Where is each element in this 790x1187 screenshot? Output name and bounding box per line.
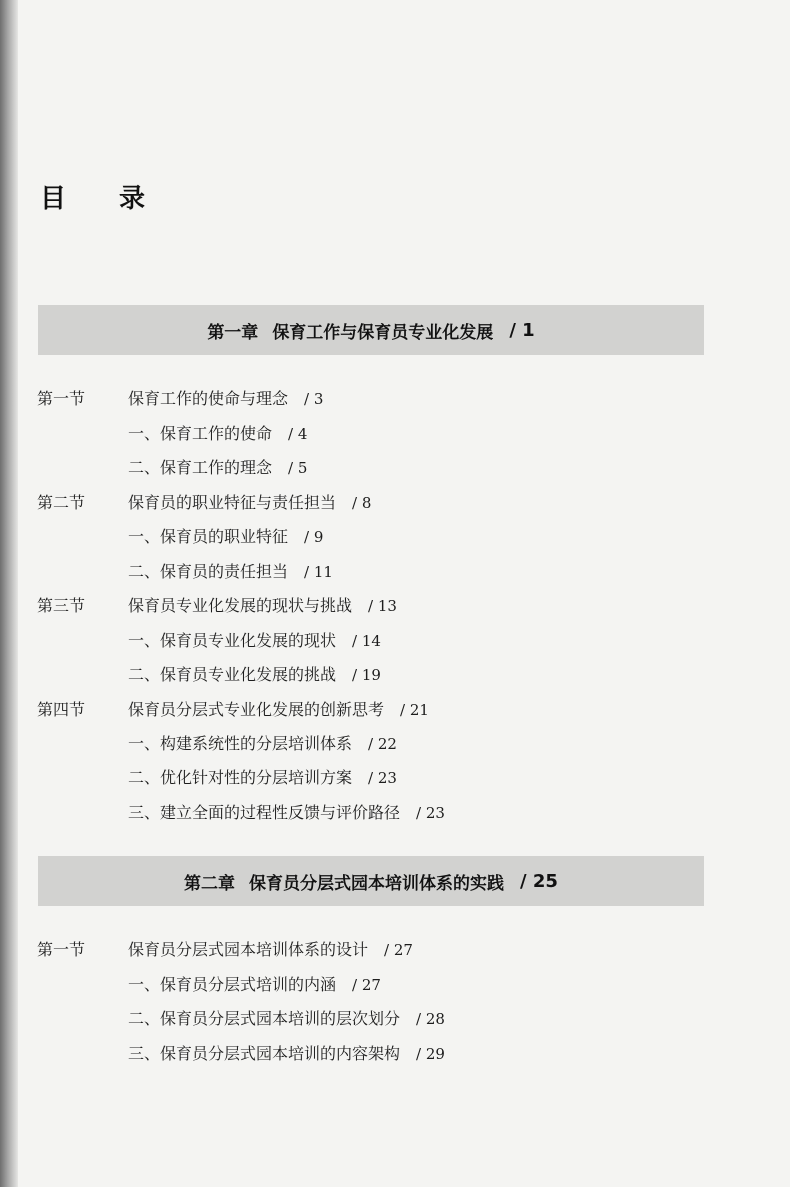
- toc-item[interactable]: [128, 527, 323, 547]
- page-number: / 4: [288, 425, 308, 443]
- page-number: / 27: [384, 941, 413, 959]
- page-number: / 11: [304, 563, 333, 581]
- toc-item[interactable]: [128, 1044, 445, 1064]
- section-label: 第一节: [37, 940, 86, 959]
- item-title: 三、保育员分层式园本培训的内容架构: [128, 1044, 401, 1063]
- toc-section-1-2[interactable]: [128, 493, 371, 513]
- toc-item[interactable]: [128, 734, 397, 754]
- chapter-number: 第一章: [207, 322, 259, 343]
- chapter-1-header[interactable]: [38, 305, 704, 355]
- page-binding-shadow: [0, 0, 18, 1187]
- toc-section-1-3[interactable]: [128, 596, 397, 616]
- section-label: 第三节: [37, 596, 86, 615]
- page-number: / 3: [304, 390, 324, 408]
- page-number: / 22: [368, 735, 397, 753]
- item-title: 二、优化针对性的分层培训方案: [128, 768, 353, 787]
- toc-item[interactable]: [128, 665, 381, 685]
- page-number: / 27: [352, 976, 381, 994]
- toc-item[interactable]: [128, 631, 381, 651]
- chapter-page: / 25: [520, 870, 558, 892]
- page-number: / 14: [352, 632, 381, 650]
- page-number: / 13: [368, 597, 397, 615]
- toc-item[interactable]: [128, 1009, 445, 1029]
- chapter-title: 保育工作与保育员专业化发展: [272, 322, 494, 343]
- toc-section-2-1[interactable]: [128, 940, 413, 960]
- chapter-title: 保育员分层式园本培训体系的实践: [249, 873, 505, 894]
- section-label: 第二节: [37, 493, 86, 512]
- toc-section-1-1[interactable]: [128, 389, 323, 409]
- section-label: 第四节: [37, 700, 86, 719]
- section-title: 保育工作的使命与理念: [128, 389, 289, 408]
- page-number: / 23: [416, 804, 445, 822]
- chapter-2-header[interactable]: [38, 856, 704, 906]
- item-title: 一、保育员分层式培训的内涵: [128, 975, 337, 994]
- toc-item[interactable]: [128, 768, 397, 788]
- page-number: / 8: [352, 494, 372, 512]
- item-title: 二、保育员分层式园本培训的层次划分: [128, 1009, 401, 1028]
- item-title: 一、保育工作的使命: [128, 424, 273, 443]
- section-title: 保育员的职业特征与责任担当: [128, 493, 337, 512]
- toc-section-1-4[interactable]: [128, 700, 429, 720]
- item-title: 二、保育员专业化发展的挑战: [128, 665, 337, 684]
- toc-item[interactable]: [128, 562, 333, 582]
- page-number: / 28: [416, 1010, 445, 1028]
- page-number: / 5: [288, 459, 308, 477]
- section-label: 第一节: [37, 389, 86, 408]
- item-title: 三、建立全面的过程性反馈与评价路径: [128, 803, 401, 822]
- page-title: 目 录: [40, 184, 168, 214]
- item-title: 二、保育工作的理念: [128, 458, 273, 477]
- item-title: 二、保育员的责任担当: [128, 562, 289, 581]
- chapter-page: / 1: [509, 319, 535, 341]
- page-number: / 29: [416, 1045, 445, 1063]
- toc-item[interactable]: [128, 424, 307, 444]
- item-title: 一、保育员的职业特征: [128, 527, 289, 546]
- item-title: 一、构建系统性的分层培训体系: [128, 734, 353, 753]
- item-title: 一、保育员专业化发展的现状: [128, 631, 337, 650]
- chapter-number: 第二章: [184, 873, 236, 894]
- section-title: 保育员专业化发展的现状与挑战: [128, 596, 353, 615]
- toc-item[interactable]: [128, 975, 381, 995]
- section-title: 保育员分层式园本培训体系的设计: [128, 940, 369, 959]
- page-number: / 19: [352, 666, 381, 684]
- page-number: / 23: [368, 769, 397, 787]
- page-number: / 21: [400, 701, 429, 719]
- toc-item[interactable]: [128, 803, 445, 823]
- section-title: 保育员分层式专业化发展的创新思考: [128, 700, 385, 719]
- page-number: / 9: [304, 528, 324, 546]
- toc-item[interactable]: [128, 458, 307, 478]
